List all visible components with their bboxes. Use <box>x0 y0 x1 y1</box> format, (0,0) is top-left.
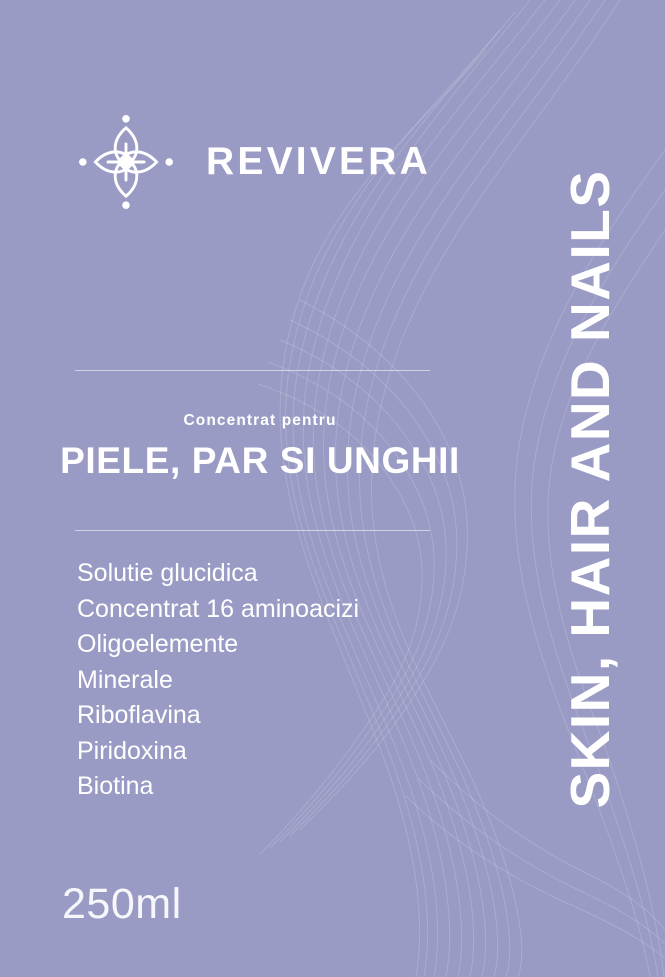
divider-bottom <box>75 530 430 531</box>
brand-row <box>72 108 431 216</box>
side-title-text: SKIN, HAIR AND NAILS <box>559 168 621 809</box>
list-item: Riboflavina <box>77 701 201 729</box>
list-item: Concentrat 16 aminoacizi <box>77 594 360 623</box>
volume-text: 250ml <box>62 880 182 928</box>
list-item: Minerale <box>77 665 173 694</box>
brand-name: REVIVERA <box>206 140 431 183</box>
list-item: Piridoxina <box>77 736 187 765</box>
side-title <box>515 0 665 977</box>
divider-top <box>75 370 430 371</box>
floral-leaf-ornament-icon <box>72 108 180 216</box>
ingredients-list <box>77 556 359 805</box>
list-item: Solutie glucidica <box>77 559 258 587</box>
headline-block <box>0 412 520 482</box>
product-headline: PIELE, PAR SI UNGHII <box>60 440 460 481</box>
list-item: Oligoelemente <box>77 630 239 658</box>
headline-kicker: Concentrat pentru <box>183 412 337 429</box>
list-item: Biotina <box>77 772 154 800</box>
